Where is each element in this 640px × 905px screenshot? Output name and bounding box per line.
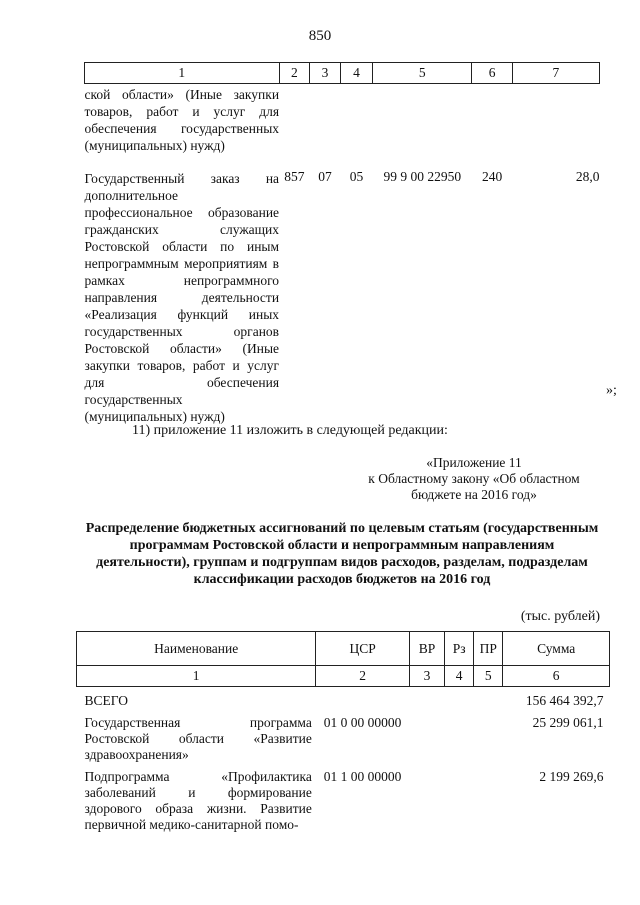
header-vr: ВР xyxy=(409,632,444,666)
col-number-6: 6 xyxy=(503,666,610,687)
row-name: ской области» (Иные закупки товаров, работ и услуг для обеспечения государственных (муниципальных) нужд) xyxy=(84,87,280,153)
document-title: Распределение бюджетных ассигнований по целевым статьям (государственным программам Ростовской области и непрограммным направлениям деятельности), группам и подгруппам видов расходов, разделам, подразделам классификации расходов бюджетов на 2016 год xyxy=(85,521,599,587)
row-rz: 07 xyxy=(318,169,332,184)
row-code xyxy=(279,84,310,155)
row-name: ВСЕГО xyxy=(84,693,128,708)
col-number-3: 3 xyxy=(409,666,444,687)
table-row xyxy=(85,84,600,155)
row-pr xyxy=(340,84,372,155)
row-pr xyxy=(474,709,503,763)
row-sum: 156 464 392,7 xyxy=(525,693,604,708)
annex-reference xyxy=(346,455,602,503)
row-vr: 240 xyxy=(481,169,503,184)
annex-line: бюджете на 2016 год» xyxy=(411,487,537,502)
col-number-5: 5 xyxy=(373,63,472,84)
col-number-6: 6 xyxy=(472,63,512,84)
row-rz xyxy=(445,709,474,763)
budget-table xyxy=(76,631,610,833)
row-gap xyxy=(85,154,600,168)
row-csr xyxy=(316,687,410,710)
col-number-3: 3 xyxy=(310,63,341,84)
row-rz xyxy=(310,84,341,155)
row-code: 857 xyxy=(284,169,305,184)
row-name: Государственная программа Ростовской области «Развитие здравоохранения» xyxy=(84,715,312,762)
table-header-row xyxy=(77,632,610,666)
table-row xyxy=(77,687,610,710)
header-csr: ЦСР xyxy=(316,632,410,666)
row-csr: 99 9 00 22950 xyxy=(383,169,462,184)
row-sum: 25 299 061,1 xyxy=(532,715,604,730)
row-vr xyxy=(409,709,444,763)
row-sum xyxy=(512,84,599,155)
row-pr: 05 xyxy=(349,169,364,184)
row-sum: 28,0 xyxy=(575,169,600,184)
continuation-table xyxy=(84,62,600,425)
row-vr xyxy=(409,763,444,833)
table-row xyxy=(77,709,610,763)
col-number-7: 7 xyxy=(512,63,599,84)
annex-line: «Приложение 11 xyxy=(426,455,522,470)
col-number-2: 2 xyxy=(279,63,310,84)
row-pr xyxy=(474,687,503,710)
header-pr: ПР xyxy=(474,632,503,666)
col-number-4: 4 xyxy=(340,63,372,84)
column-number-row xyxy=(77,666,610,687)
table-row xyxy=(77,763,610,833)
row-name: Государственный заказ на дополнительное профессиональное образование гражданских служащих Ростовской области по иным непрограммным мероприятиям в рамках непрограммного направления деятельности «Реализация функций иных государственных органов Ростовской области» (Иные закупки товаров, работ и услуг для обеспечения государственных (муниципальных) нужд) xyxy=(84,171,280,424)
col-number-1: 1 xyxy=(85,63,280,84)
row-rz xyxy=(445,687,474,710)
row-csr xyxy=(373,84,472,155)
row-vr xyxy=(409,687,444,710)
header-rz: Рз xyxy=(445,632,474,666)
row-vr xyxy=(472,84,512,155)
col-number-5: 5 xyxy=(474,666,503,687)
col-number-2: 2 xyxy=(316,666,410,687)
row-pr xyxy=(474,763,503,833)
col-number-4: 4 xyxy=(445,666,474,687)
table-header-row xyxy=(85,63,600,84)
closing-quote: »; xyxy=(606,383,617,398)
row-sum: 2 199 269,6 xyxy=(539,769,604,784)
col-number-1: 1 xyxy=(77,666,316,687)
header-sum: Сумма xyxy=(503,632,610,666)
row-csr: 01 1 00 00000 xyxy=(323,769,402,784)
header-name: Наименование xyxy=(77,632,316,666)
row-rz xyxy=(445,763,474,833)
table-row xyxy=(85,168,600,425)
amendment-item: 11) приложение 11 изложить в следующей редакции: xyxy=(132,423,448,438)
annex-line: к Областному закону «Об областном xyxy=(368,471,580,486)
page-number: 850 xyxy=(308,28,332,44)
row-name: Подпрограмма «Профилактика заболеваний и формирование здорового образа жизни. Развитие первичной медико-санитарной помо- xyxy=(84,769,312,832)
row-csr: 01 0 00 00000 xyxy=(323,715,402,730)
unit-label: (тыс. рублей) xyxy=(520,609,600,624)
